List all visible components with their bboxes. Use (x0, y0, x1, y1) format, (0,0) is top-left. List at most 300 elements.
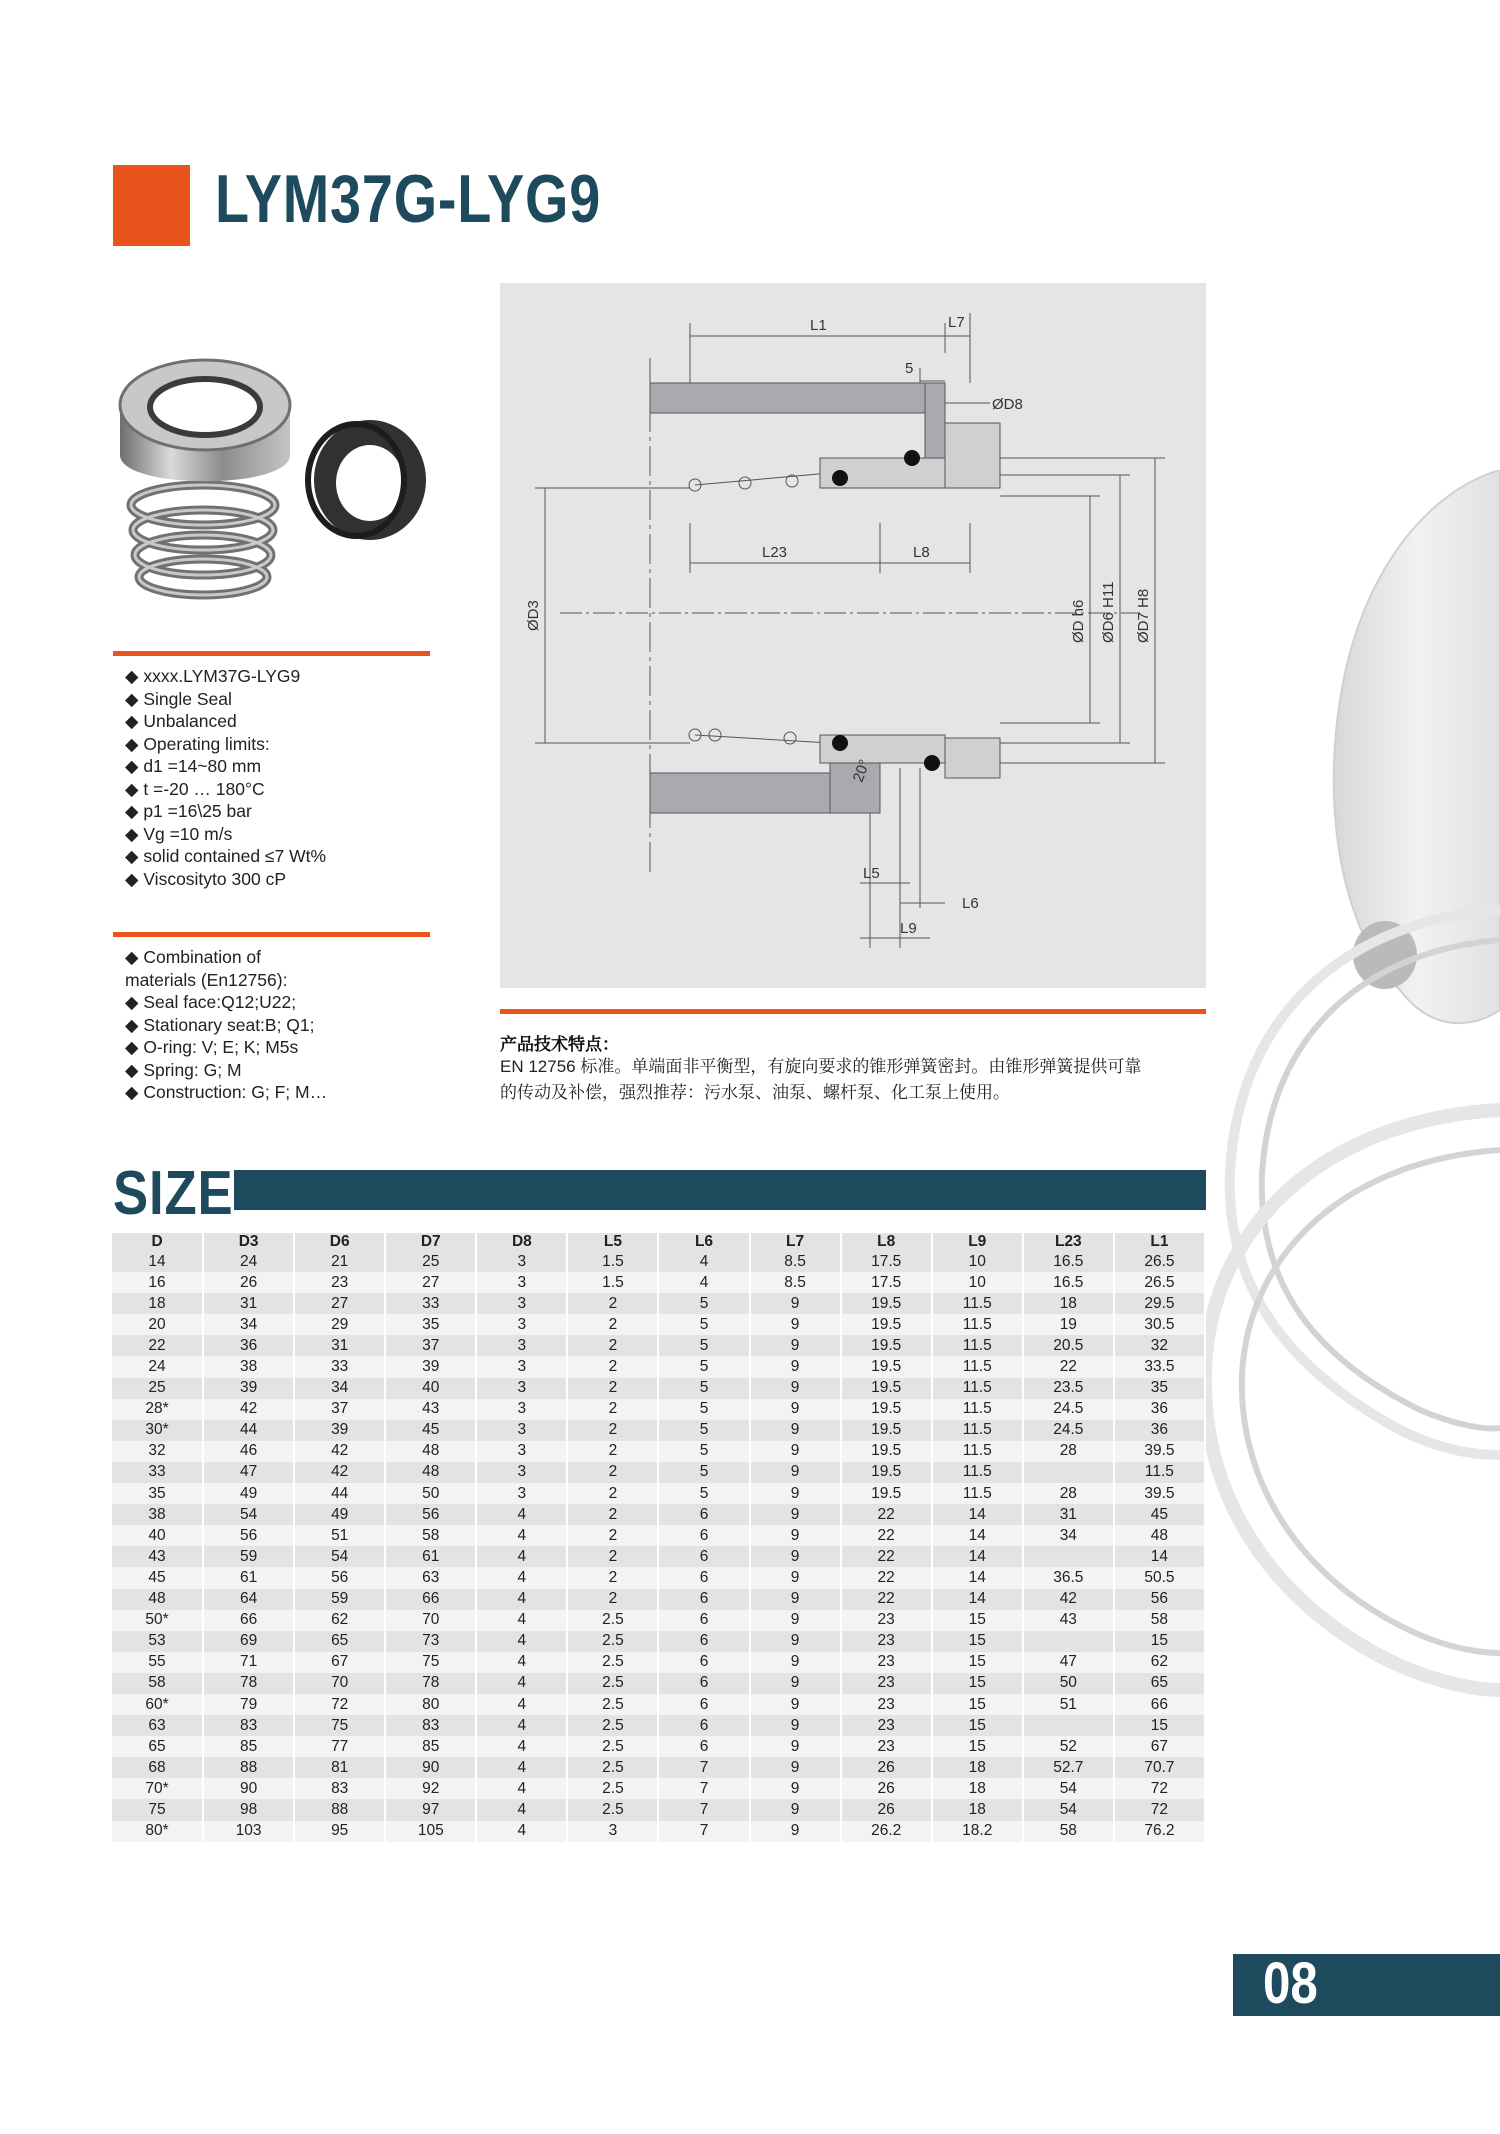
materials-item: ◆ O-ring: V; E; K; M5s (125, 1037, 299, 1057)
table-cell: 66 (1114, 1694, 1205, 1715)
spec-item: ◆ d1 =14~80 mm (125, 756, 262, 776)
table-cell: 39.5 (1114, 1441, 1205, 1462)
table-cell: 9 (750, 1757, 841, 1778)
table-cell: 45 (112, 1567, 203, 1588)
table-cell: 25 (385, 1251, 476, 1272)
table-row (112, 1462, 1205, 1483)
table-cell: 1.5 (567, 1272, 658, 1293)
spec-item: ◆ Single Seal (125, 688, 232, 709)
table-cell: 9 (750, 1715, 841, 1736)
table-cell: 2 (567, 1546, 658, 1567)
dim-label-d6: ØD6 H11 (1100, 581, 1117, 643)
table-cell: 4 (476, 1610, 567, 1631)
table-cell: 54 (294, 1546, 385, 1567)
table-cell: 27 (294, 1293, 385, 1314)
table-cell: 15 (932, 1610, 1023, 1631)
table-cell: 76.2 (1114, 1821, 1205, 1842)
table-row (112, 1441, 1205, 1462)
dim-label-l5: L5 (863, 865, 880, 882)
table-cell: 14 (932, 1589, 1023, 1610)
table-cell: 22 (841, 1504, 932, 1525)
table-cell: 19.5 (841, 1356, 932, 1377)
table-cell: 2.5 (567, 1652, 658, 1673)
table-cell: 25 (112, 1378, 203, 1399)
table-cell: 9 (750, 1736, 841, 1757)
table-cell: 9 (750, 1567, 841, 1588)
table-cell: 43 (1023, 1610, 1114, 1631)
table-cell: 2 (567, 1525, 658, 1546)
table-cell: 22 (112, 1335, 203, 1356)
table-cell: 2.5 (567, 1694, 658, 1715)
column-header: L1 (1114, 1233, 1205, 1251)
table-cell: 59 (203, 1546, 294, 1567)
table-cell: 7 (658, 1778, 749, 1799)
table-cell: 15 (932, 1631, 1023, 1652)
table-cell: 65 (294, 1631, 385, 1652)
table-cell: 36.5 (1023, 1567, 1114, 1588)
table-cell: 9 (750, 1589, 841, 1610)
table-cell: 37 (294, 1399, 385, 1420)
table-cell: 79 (203, 1694, 294, 1715)
table-cell: 63 (385, 1567, 476, 1588)
table-cell: 103 (203, 1821, 294, 1842)
table-cell: 31 (1023, 1504, 1114, 1525)
table-cell: 90 (385, 1757, 476, 1778)
table-cell: 30.5 (1114, 1314, 1205, 1335)
table-cell: 4 (476, 1694, 567, 1715)
table-cell: 75 (294, 1715, 385, 1736)
table-cell: 24 (203, 1251, 294, 1272)
table-cell: 18 (1023, 1293, 1114, 1314)
table-cell: 58 (1114, 1610, 1205, 1631)
table-cell: 98 (203, 1799, 294, 1820)
column-header: D7 (385, 1233, 476, 1251)
table-row (112, 1272, 1205, 1293)
table-cell: 14 (932, 1546, 1023, 1567)
table-cell: 58 (1023, 1821, 1114, 1842)
table-cell: 7 (658, 1821, 749, 1842)
table-cell: 18 (932, 1799, 1023, 1820)
features-text (500, 1054, 1210, 1106)
table-cell: 4 (476, 1567, 567, 1588)
table-cell: 2 (567, 1589, 658, 1610)
table-cell: 9 (750, 1399, 841, 1420)
table-cell: 2 (567, 1356, 658, 1377)
table-cell: 4 (476, 1673, 567, 1694)
table-cell: 3 (567, 1821, 658, 1842)
table-cell: 23 (841, 1610, 932, 1631)
table-cell: 48 (385, 1462, 476, 1483)
table-cell: 31 (203, 1293, 294, 1314)
table-cell: 19.5 (841, 1462, 932, 1483)
table-cell: 2.5 (567, 1631, 658, 1652)
table-cell: 47 (203, 1462, 294, 1483)
table-cell: 4 (476, 1799, 567, 1820)
features-line: EN 12756 标准。单端面非平衡型，有旋向要求的锥形弹簧密封。由锥形弹簧提供可靠 (500, 1057, 1142, 1076)
table-cell: 45 (385, 1420, 476, 1441)
table-cell: 23 (841, 1631, 932, 1652)
table-cell: 9 (750, 1356, 841, 1377)
table-cell: 15 (932, 1652, 1023, 1673)
table-cell: 85 (203, 1736, 294, 1757)
table-cell: 54 (203, 1504, 294, 1525)
table-cell: 2 (567, 1420, 658, 1441)
table-cell: 15 (932, 1715, 1023, 1736)
table-cell: 66 (385, 1589, 476, 1610)
table-cell: 2 (567, 1567, 658, 1588)
table-cell: 51 (294, 1525, 385, 1546)
table-cell: 48 (385, 1441, 476, 1462)
materials-item: ◆ Construction: G; F; M… (125, 1082, 328, 1102)
table-row (112, 1251, 1205, 1272)
page-number: 08 (1263, 1951, 1318, 2016)
table-cell: 16.5 (1023, 1272, 1114, 1293)
table-cell: 9 (750, 1335, 841, 1356)
table-cell: 4 (476, 1504, 567, 1525)
table-cell: 6 (658, 1610, 749, 1631)
table-cell: 9 (750, 1504, 841, 1525)
table-cell: 2 (567, 1504, 658, 1525)
table-cell: 22 (1023, 1356, 1114, 1377)
table-cell: 4 (476, 1652, 567, 1673)
table-cell: 24.5 (1023, 1399, 1114, 1420)
table-cell: 11.5 (932, 1441, 1023, 1462)
table-cell: 9 (750, 1483, 841, 1504)
table-cell: 6 (658, 1631, 749, 1652)
table-cell: 56 (1114, 1589, 1205, 1610)
table-cell: 5 (658, 1335, 749, 1356)
table-cell: 65 (112, 1736, 203, 1757)
table-cell: 62 (1114, 1652, 1205, 1673)
table-row (112, 1715, 1205, 1736)
column-header: L23 (1023, 1233, 1114, 1251)
table-cell: 23.5 (1023, 1378, 1114, 1399)
table-cell: 10 (932, 1272, 1023, 1293)
table-row (112, 1293, 1205, 1314)
table-row (112, 1356, 1205, 1377)
table-cell: 81 (294, 1757, 385, 1778)
table-cell: 6 (658, 1652, 749, 1673)
table-cell: 26.5 (1114, 1272, 1205, 1293)
table-row (112, 1652, 1205, 1673)
table-cell: 2.5 (567, 1778, 658, 1799)
table-cell: 70.7 (1114, 1757, 1205, 1778)
table-cell: 3 (476, 1335, 567, 1356)
table-cell: 23 (841, 1673, 932, 1694)
table-cell: 11.5 (1114, 1462, 1205, 1483)
table-cell: 39 (203, 1378, 294, 1399)
table-cell: 50* (112, 1610, 203, 1631)
table-cell: 8.5 (750, 1251, 841, 1272)
table-cell: 9 (750, 1293, 841, 1314)
column-header: D3 (203, 1233, 294, 1251)
table-cell: 4 (476, 1736, 567, 1757)
table-row (112, 1694, 1205, 1715)
table-cell: 23 (841, 1652, 932, 1673)
table-cell: 50 (1023, 1673, 1114, 1694)
table-cell: 58 (385, 1525, 476, 1546)
table-cell: 31 (294, 1335, 385, 1356)
materials-item: ◆ Spring: G; M (125, 1059, 242, 1080)
table-cell: 40 (112, 1525, 203, 1546)
table-cell: 27 (385, 1272, 476, 1293)
table-cell: 6 (658, 1736, 749, 1757)
table-cell: 19.5 (841, 1314, 932, 1335)
table-cell: 18.2 (932, 1821, 1023, 1842)
table-cell: 26 (841, 1757, 932, 1778)
table-header-row (112, 1233, 1205, 1251)
table-cell: 22 (841, 1546, 932, 1567)
table-row (112, 1610, 1205, 1631)
table-cell: 3 (476, 1293, 567, 1314)
table-cell: 2 (567, 1378, 658, 1399)
table-cell: 9 (750, 1673, 841, 1694)
table-cell: 97 (385, 1799, 476, 1820)
column-header: D6 (294, 1233, 385, 1251)
table-cell: 50 (385, 1483, 476, 1504)
table-cell: 9 (750, 1441, 841, 1462)
table-cell: 9 (750, 1778, 841, 1799)
table-cell: 26 (203, 1272, 294, 1293)
dim-label-5: 5 (905, 360, 914, 377)
table-cell: 39.5 (1114, 1483, 1205, 1504)
table-row (112, 1335, 1205, 1356)
table-cell: 40 (385, 1378, 476, 1399)
table-cell: 15 (1114, 1631, 1205, 1652)
table-cell: 58 (112, 1673, 203, 1694)
dim-label-l9: L9 (900, 920, 917, 937)
dim-label-l23: L23 (762, 544, 788, 561)
table-cell: 75 (385, 1652, 476, 1673)
table-cell: 23 (841, 1694, 932, 1715)
table-cell: 37 (385, 1335, 476, 1356)
table-cell: 49 (294, 1504, 385, 1525)
table-cell: 29.5 (1114, 1293, 1205, 1314)
table-row (112, 1673, 1205, 1694)
table-cell: 80* (112, 1821, 203, 1842)
table-cell: 75 (112, 1799, 203, 1820)
table-cell: 19.5 (841, 1293, 932, 1314)
table-cell: 88 (203, 1757, 294, 1778)
table-cell: 14 (932, 1525, 1023, 1546)
table-cell: 2.5 (567, 1799, 658, 1820)
table-cell: 2.5 (567, 1715, 658, 1736)
table-cell: 92 (385, 1778, 476, 1799)
table-cell: 6 (658, 1589, 749, 1610)
table-cell: 3 (476, 1399, 567, 1420)
table-cell: 55 (112, 1652, 203, 1673)
title-accent-square (113, 165, 190, 246)
table-cell: 11.5 (932, 1314, 1023, 1335)
materials-item: ◆ Seal face:Q12;U22; (125, 992, 297, 1012)
table-cell: 15 (932, 1673, 1023, 1694)
table-cell: 36 (203, 1335, 294, 1356)
table-cell: 9 (750, 1610, 841, 1631)
table-cell: 36 (1114, 1399, 1205, 1420)
table-cell: 63 (112, 1715, 203, 1736)
table-cell: 4 (476, 1546, 567, 1567)
table-cell: 85 (385, 1736, 476, 1757)
table-cell: 9 (750, 1799, 841, 1820)
table-cell: 38 (112, 1504, 203, 1525)
table-cell: 80 (385, 1694, 476, 1715)
table-row (112, 1567, 1205, 1588)
table-cell: 71 (203, 1652, 294, 1673)
table-cell: 19.5 (841, 1420, 932, 1441)
materials-list (125, 946, 327, 1104)
table-cell: 59 (294, 1589, 385, 1610)
table-cell: 5 (658, 1314, 749, 1335)
table-cell: 6 (658, 1525, 749, 1546)
table-cell: 2.5 (567, 1610, 658, 1631)
table-cell: 5 (658, 1441, 749, 1462)
table-cell: 22 (841, 1567, 932, 1588)
table-cell (1023, 1462, 1114, 1483)
table-cell: 11.5 (932, 1483, 1023, 1504)
table-cell: 18 (112, 1293, 203, 1314)
spec-item: ◆ solid contained ≤7 Wt% (125, 846, 327, 866)
table-cell: 72 (294, 1694, 385, 1715)
table-cell: 14 (932, 1567, 1023, 1588)
table-cell: 15 (932, 1736, 1023, 1757)
table-cell: 9 (750, 1652, 841, 1673)
table-cell: 26 (841, 1799, 932, 1820)
table-cell: 4 (476, 1778, 567, 1799)
table-cell: 50.5 (1114, 1567, 1205, 1588)
materials-divider (113, 932, 430, 937)
table-row (112, 1399, 1205, 1420)
table-cell: 23 (841, 1736, 932, 1757)
table-cell: 67 (1114, 1736, 1205, 1757)
table-cell: 9 (750, 1821, 841, 1842)
table-cell: 19.5 (841, 1399, 932, 1420)
table-cell: 19.5 (841, 1335, 932, 1356)
table-cell: 3 (476, 1272, 567, 1293)
table-cell: 9 (750, 1378, 841, 1399)
spec-item: ◆ Vg =10 m/s (125, 823, 233, 844)
table-cell: 6 (658, 1546, 749, 1567)
table-cell: 30* (112, 1420, 203, 1441)
table-cell: 33 (112, 1462, 203, 1483)
table-cell: 90 (203, 1778, 294, 1799)
table-cell: 19.5 (841, 1441, 932, 1462)
table-cell: 3 (476, 1356, 567, 1377)
spec-item: ◆ Unbalanced (125, 711, 237, 731)
table-cell: 14 (932, 1504, 1023, 1525)
table-cell: 20 (112, 1314, 203, 1335)
table-cell: 15 (932, 1694, 1023, 1715)
table-cell: 2 (567, 1483, 658, 1504)
table-cell: 38 (203, 1356, 294, 1377)
dim-label-d7: ØD7 H8 (1135, 588, 1152, 643)
table-cell: 72 (1114, 1799, 1205, 1820)
table-cell: 18 (932, 1757, 1023, 1778)
table-cell: 46 (203, 1441, 294, 1462)
table-cell: 6 (658, 1715, 749, 1736)
table-cell: 17.5 (841, 1272, 932, 1293)
column-header: L5 (567, 1233, 658, 1251)
table-cell: 19.5 (841, 1483, 932, 1504)
table-cell: 53 (112, 1631, 203, 1652)
table-cell: 42 (203, 1399, 294, 1420)
size-heading: SIZE (113, 1159, 234, 1228)
table-cell: 43 (385, 1399, 476, 1420)
table-cell: 83 (385, 1715, 476, 1736)
table-cell: 5 (658, 1483, 749, 1504)
table-cell: 68 (112, 1757, 203, 1778)
column-header: L6 (658, 1233, 749, 1251)
table-cell: 26.2 (841, 1821, 932, 1842)
table-cell: 4 (476, 1757, 567, 1778)
table-cell: 2 (567, 1462, 658, 1483)
table-cell: 19.5 (841, 1378, 932, 1399)
table-row (112, 1631, 1205, 1652)
table-cell: 10 (932, 1251, 1023, 1272)
spec-item: ◆ Viscosityto 300 cP (125, 868, 286, 889)
table-cell: 2 (567, 1293, 658, 1314)
table-cell: 72 (1114, 1778, 1205, 1799)
table-cell: 11.5 (932, 1378, 1023, 1399)
table-cell: 48 (112, 1589, 203, 1610)
table-cell: 52 (1023, 1736, 1114, 1757)
table-cell: 22 (841, 1525, 932, 1546)
table-cell (1023, 1715, 1114, 1736)
table-cell: 11.5 (932, 1293, 1023, 1314)
dim-label-d: ØD h6 (1070, 599, 1087, 643)
table-cell: 4 (476, 1525, 567, 1546)
table-cell: 33 (385, 1293, 476, 1314)
table-cell: 18 (932, 1778, 1023, 1799)
table-cell: 3 (476, 1314, 567, 1335)
page-title: LYM37G-LYG9 (215, 161, 602, 237)
column-header: D (112, 1233, 203, 1251)
spec-divider-top (113, 651, 430, 656)
table-cell: 3 (476, 1378, 567, 1399)
table-cell: 9 (750, 1462, 841, 1483)
materials-item: ◆ Combination of (125, 947, 262, 967)
table-cell: 32 (112, 1441, 203, 1462)
table-cell: 49 (203, 1483, 294, 1504)
dim-label-d3: ØD3 (525, 600, 542, 631)
table-cell: 11.5 (932, 1399, 1023, 1420)
table-row (112, 1799, 1205, 1820)
table-cell: 65 (1114, 1673, 1205, 1694)
column-header: L9 (932, 1233, 1023, 1251)
column-header: L7 (750, 1233, 841, 1251)
table-row (112, 1778, 1205, 1799)
table-cell: 78 (385, 1673, 476, 1694)
table-cell: 51 (1023, 1694, 1114, 1715)
table-cell: 2.5 (567, 1757, 658, 1778)
materials-item: materials (En12756): (125, 969, 288, 990)
table-cell: 1.5 (567, 1251, 658, 1272)
spec-item: ◆ Operating limits: (125, 733, 270, 754)
table-cell: 3 (476, 1483, 567, 1504)
table-cell: 4 (476, 1715, 567, 1736)
table-cell: 28 (1023, 1483, 1114, 1504)
table-cell: 24 (112, 1356, 203, 1377)
table-cell: 4 (658, 1272, 749, 1293)
table-cell: 15 (1114, 1715, 1205, 1736)
table-cell: 5 (658, 1462, 749, 1483)
table-cell: 22 (841, 1589, 932, 1610)
table-cell: 62 (294, 1610, 385, 1631)
table-row (112, 1821, 1205, 1842)
table-cell: 7 (658, 1799, 749, 1820)
table-cell: 33.5 (1114, 1356, 1205, 1377)
table-cell: 44 (203, 1420, 294, 1441)
table-cell: 9 (750, 1420, 841, 1441)
